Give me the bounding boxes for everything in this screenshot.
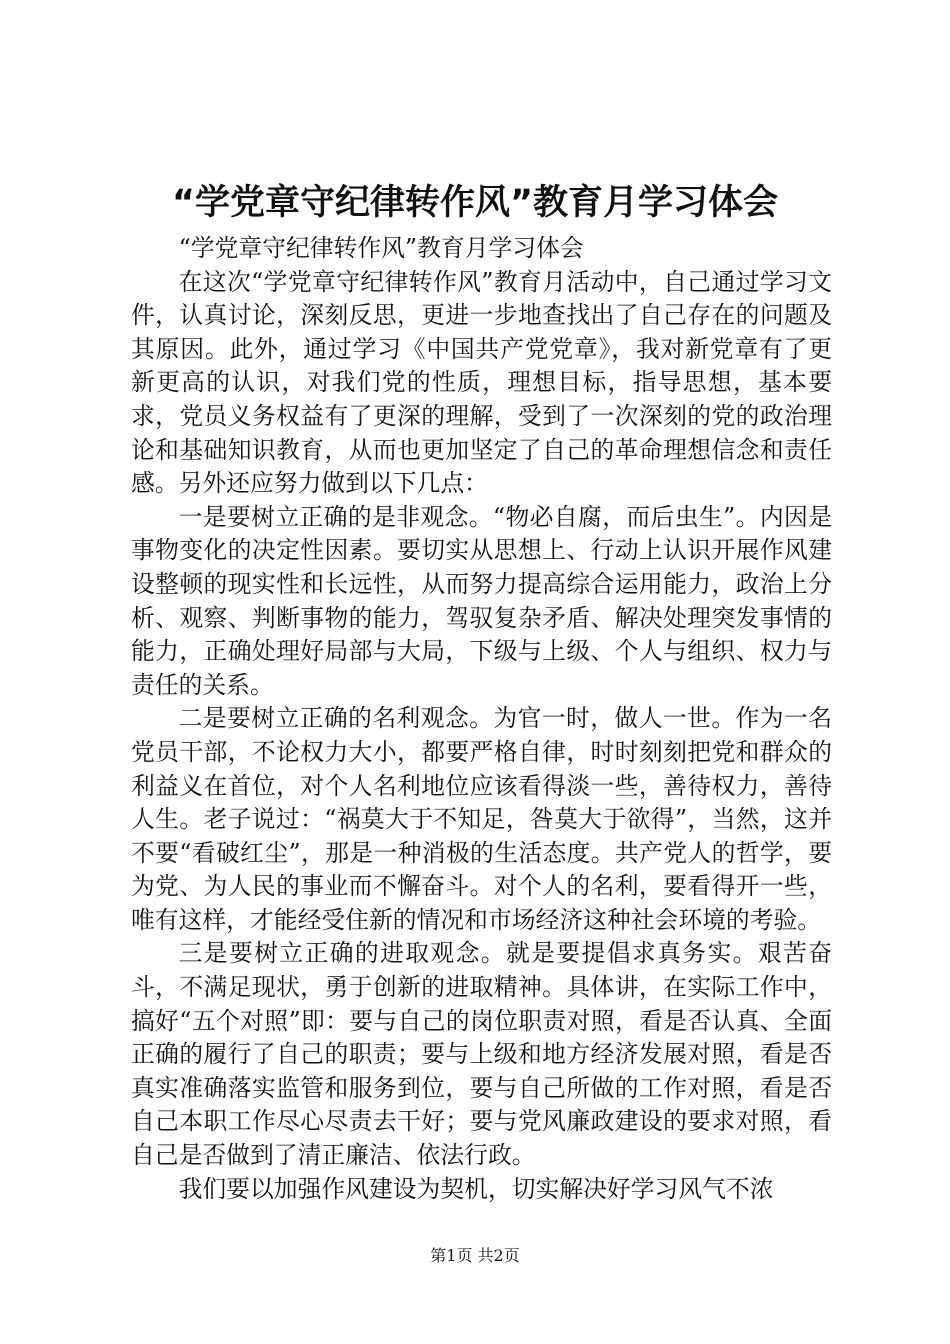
point-one-paragraph: 一是要树立正确的是非观念。“物必自腐，而后虫生”。内因是事物变化的决定性因素。要切实从思想上、行动上认识开展作风建设整顿的现实性和长远性，从而努力提高综合运用能力，政治上分析、观察、判断事物的能力，驾驭复杂矛盾、解决处理突发事情的能力，正确处理好局部与大局，下级与上级、个人与组织、权力与责任的关系。 [131,502,832,699]
document-body [131,232,832,1206]
point-two-paragraph: 二是要树立正确的名利观念。为官一时，做人一世。作为一名党员干部，不论权力大小，都要严格自律，时时刻刻把党和群众的利益义在首位，对个人名利地位应该看得淡一些，善待权力，善待人生。老子说过：“祸莫大于不知足，咎莫大于欲得”，当然，这并不要“看破红尘”，那是一种消极的生活态度。共产党人的哲学，要为党、为人民的事业而不懈奋斗。对个人的名利，要看得开一些，唯有这样，才能经受住新的情况和市场经济这种社会环境的考验。 [131,704,832,934]
closing-paragraph: 我们要以加强作风建设为契机，切实解决好学习风气不浓 [178,1174,774,1203]
page-number-footer: 第1页 共2页 [430,1246,520,1265]
document-title: “学党章守纪律转作风”教育月学习体会 [171,183,778,223]
subtitle-paragraph: “学党章守纪律转作风”教育月学习体会 [178,234,584,262]
intro-paragraph: 在这次“学党章守纪律转作风”教育月活动中，自己通过学习文件，认真讨论，深刻反思，更进一步地查找出了自己存在的问题及其原因。此外，通过学习《中国共产党党章》，我对新党章有了更新更高的认识，对我们党的性质，理想目标，指导思想，基本要求，党员义务权益有了更深的理解，受到了一次深刻的党的政治理论和基础知识教育，从而也更加坚定了自己的革命理想信念和责任感。另外还应努力做到以下几点： [131,267,832,498]
point-three-paragraph: 三是要树立正确的进取观念。就是要提倡求真务实。艰苦奋斗，不满足现状，勇于创新的进取精神。具体讲，在实际工作中，搞好“五个对照”即：要与自己的岗位职责对照，看是否认真、全面正确的履行了自己的职责；要与上级和地方经济发展对照，看是否真实准确落实监管和服务到位，要与自己所做的工作对照，看是否自己本职工作尽心尽责去干好；要与党风廉政建设的要求对照，看自己是否做到了清正廉洁、依法行政。 [131,939,832,1170]
